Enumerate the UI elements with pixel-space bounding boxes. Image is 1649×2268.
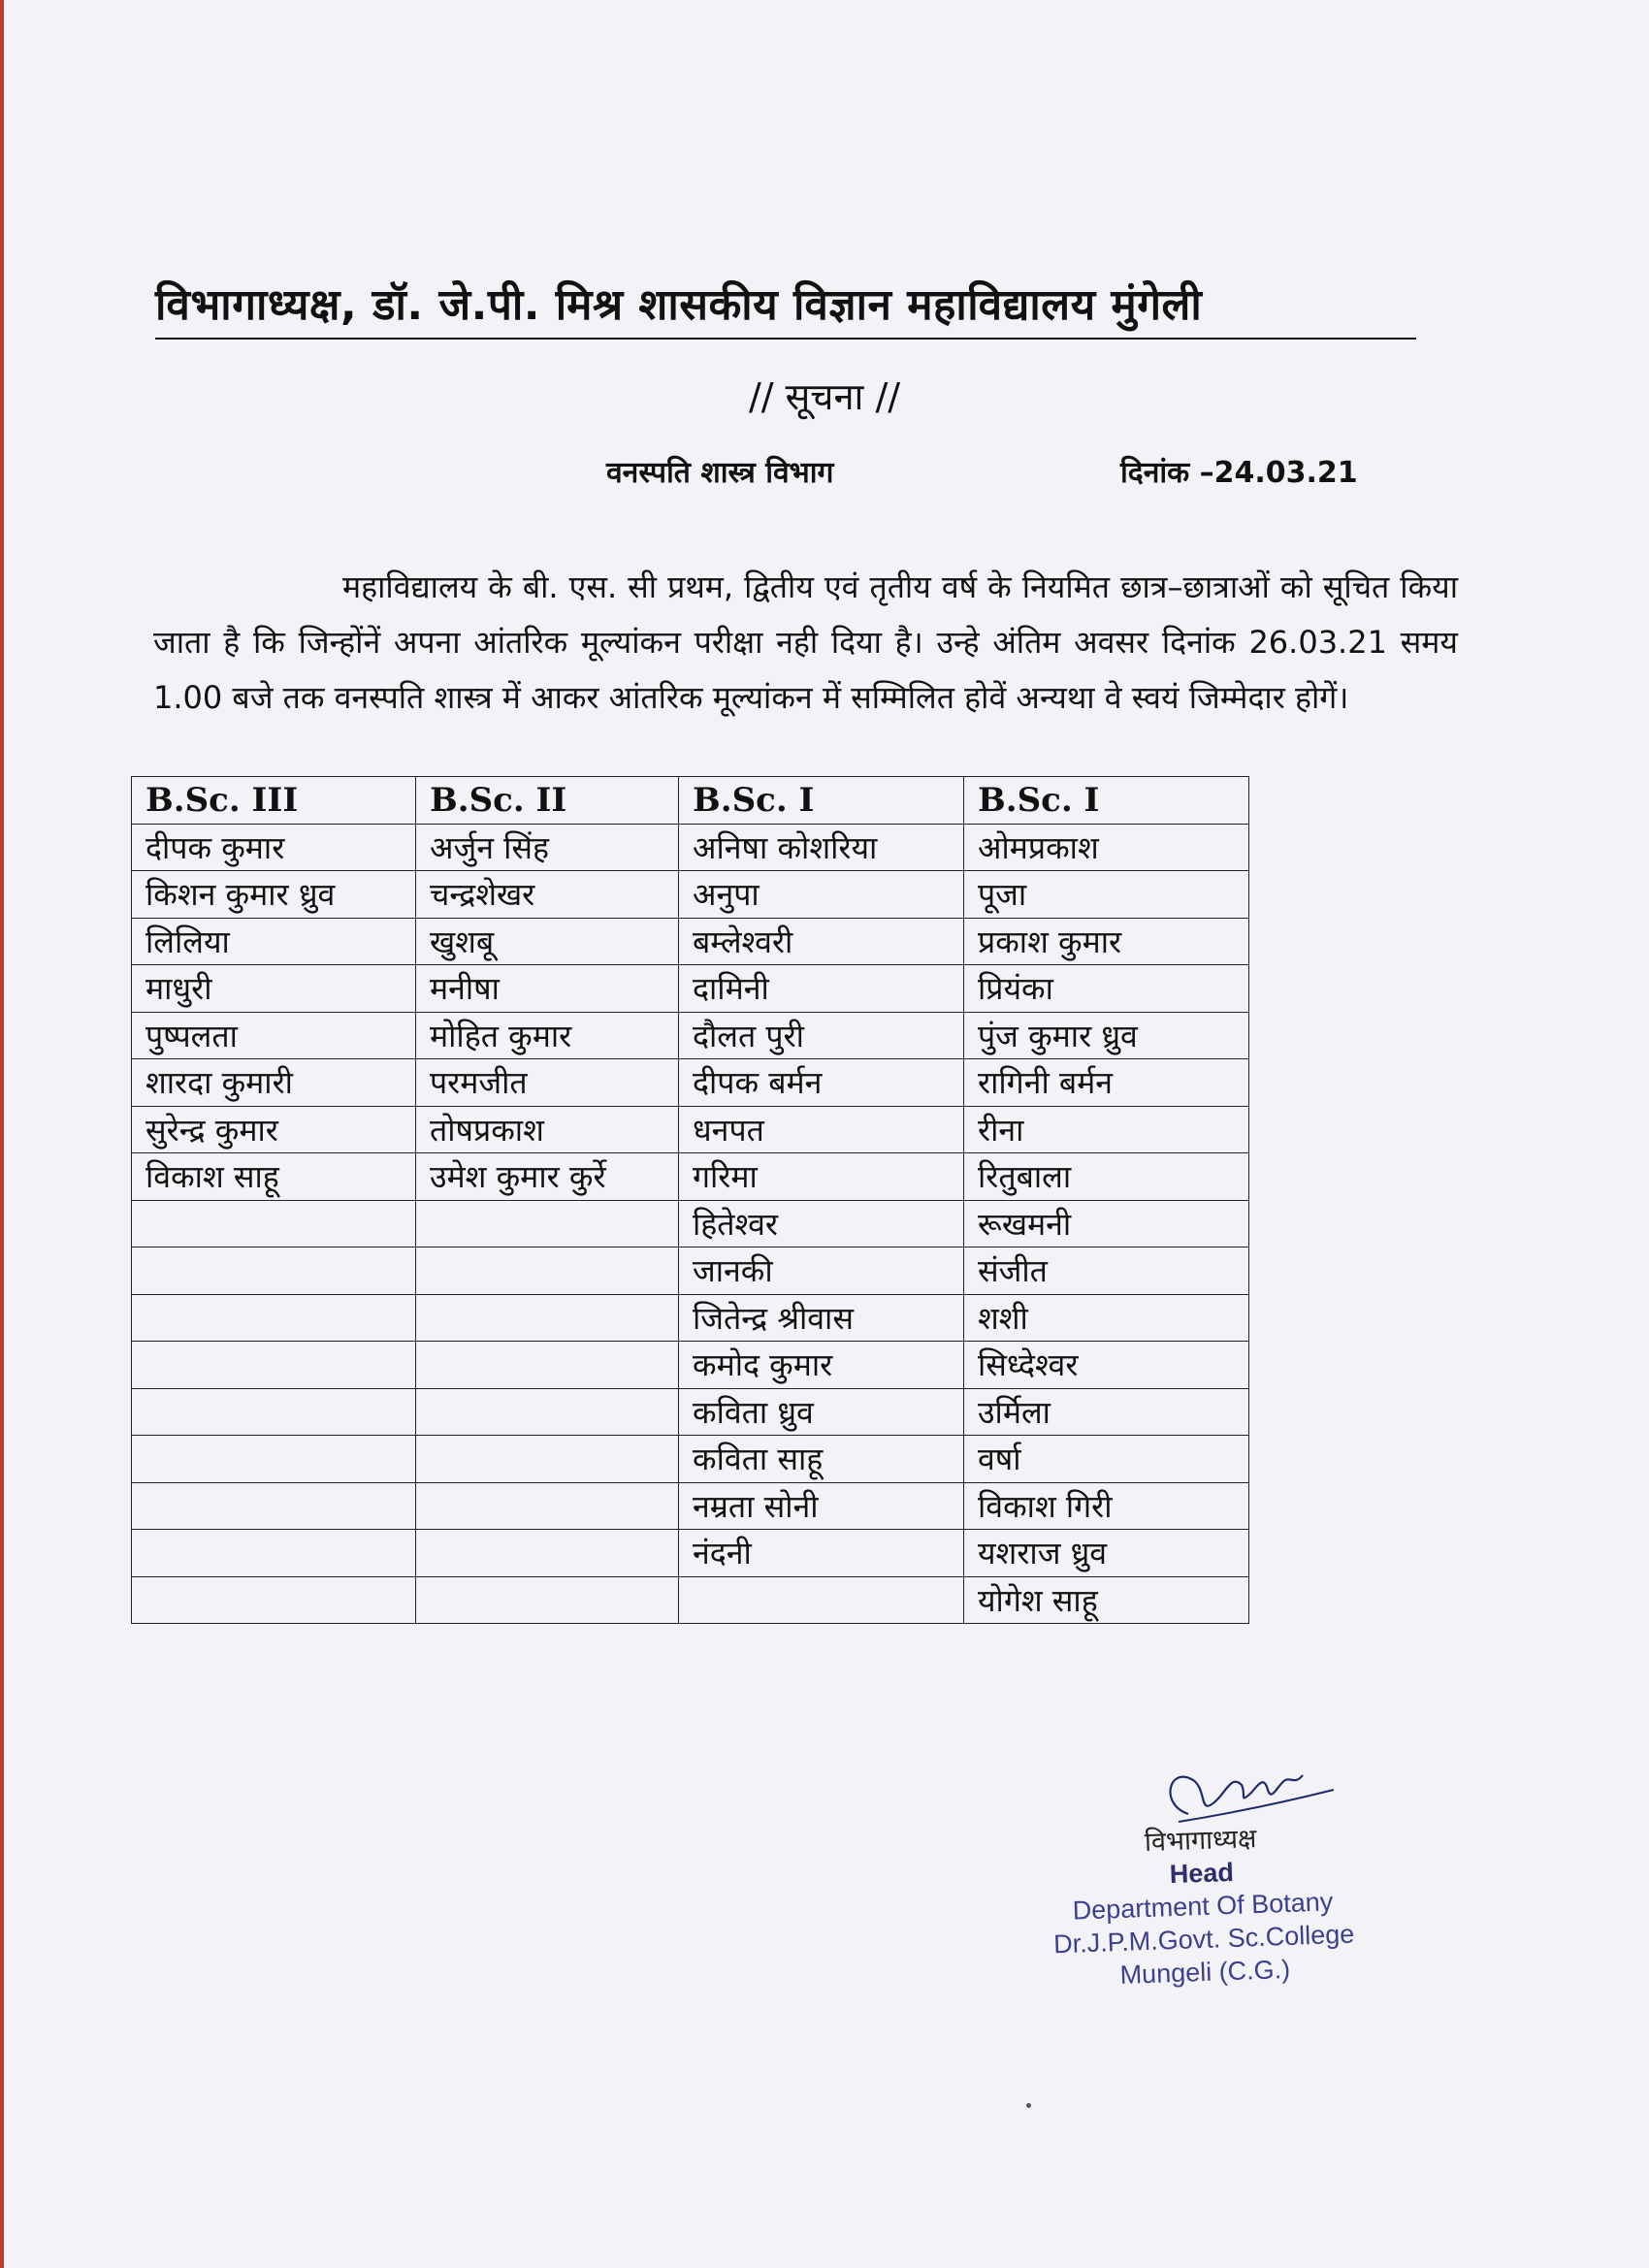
table-cell: गरिमा bbox=[679, 1153, 964, 1201]
table-row bbox=[132, 1059, 1249, 1107]
table-cell bbox=[132, 1388, 416, 1436]
table-cell bbox=[132, 1294, 416, 1342]
table-cell bbox=[132, 1482, 416, 1530]
table-cell: पुंज कुमार ध्रुव bbox=[964, 1012, 1249, 1059]
table-cell bbox=[132, 1576, 416, 1624]
table-row bbox=[132, 1576, 1249, 1624]
table-cell: रागिनी बर्मन bbox=[964, 1059, 1249, 1107]
table-cell bbox=[132, 1200, 416, 1247]
table-cell: संजीत bbox=[964, 1247, 1249, 1295]
table-cell: अनिषा कोशरिया bbox=[679, 824, 964, 871]
table-cell: माधुरी bbox=[132, 965, 416, 1013]
table-cell: विकाश गिरी bbox=[964, 1482, 1249, 1530]
table-cell: ओमप्रकाश bbox=[964, 824, 1249, 871]
table-cell: शशी bbox=[964, 1294, 1249, 1342]
table-cell: रीना bbox=[964, 1106, 1249, 1153]
table-cell bbox=[416, 1436, 679, 1483]
table-cell: दीपक कुमार bbox=[132, 824, 416, 871]
notice-date: दिनांक –24.03.21 bbox=[1120, 456, 1358, 490]
table-cell: रितुबाला bbox=[964, 1153, 1249, 1201]
table-row bbox=[132, 1247, 1249, 1295]
table-cell: लिलिया bbox=[132, 918, 416, 965]
table-cell: अर्जुन सिंह bbox=[416, 824, 679, 871]
table-cell bbox=[416, 1342, 679, 1389]
table-cell: धनपत bbox=[679, 1106, 964, 1153]
department-stamp bbox=[1025, 1818, 1380, 1994]
table-cell bbox=[416, 1388, 679, 1436]
table-cell: नम्रता सोनी bbox=[679, 1482, 964, 1530]
table-cell bbox=[132, 1436, 416, 1483]
stamp-head: Head bbox=[1169, 1857, 1235, 1890]
notice-paragraph: महाविद्यालय के बी. एस. सी प्रथम, द्वितीय एवं तृतीय वर्ष के नियमित छात्र–छात्राओं को सूचित किया जाता है कि जिन्होंनें अपना आंतरिक मूल्यांकन परीक्षा नही दिया है। उन्हे अंतिम अवसर दिनांक 26.03.21 समय 1.00 बजे तक वनस्पति शास्त्र में आकर आंतरिक मूल्यांकन में सम्मिलित होवें अन्यथा वे स्वयं जिम्मेदार होगें। bbox=[153, 568, 1458, 716]
table-cell: दौलत पुरी bbox=[679, 1012, 964, 1059]
table-cell: विकाश साहू bbox=[132, 1153, 416, 1201]
table-row bbox=[132, 1530, 1249, 1577]
student-table bbox=[131, 776, 1249, 1624]
table-cell: योगेश साहू bbox=[964, 1576, 1249, 1624]
table-cell bbox=[416, 1247, 679, 1295]
table-row bbox=[132, 1012, 1249, 1059]
table-row bbox=[132, 1106, 1249, 1153]
column-header-bsc-iii: B.Sc. III bbox=[132, 777, 416, 825]
column-header-bsc-i-b: B.Sc. I bbox=[964, 777, 1249, 825]
table-cell bbox=[416, 1200, 679, 1247]
table-body bbox=[132, 824, 1249, 1624]
table-row bbox=[132, 1153, 1249, 1201]
table-row bbox=[132, 1200, 1249, 1247]
table-row bbox=[132, 871, 1249, 919]
table-cell: अनुपा bbox=[679, 871, 964, 919]
table-row bbox=[132, 1482, 1249, 1530]
table-cell bbox=[416, 1294, 679, 1342]
column-header-bsc-ii: B.Sc. II bbox=[416, 777, 679, 825]
table-row bbox=[132, 824, 1249, 871]
table-cell bbox=[416, 1576, 679, 1624]
table-cell bbox=[416, 1482, 679, 1530]
department-label: वनस्पति शास्त्र विभाग bbox=[606, 456, 834, 490]
table-cell: मोहित कुमार bbox=[416, 1012, 679, 1059]
table-cell: किशन कुमार ध्रुव bbox=[132, 871, 416, 919]
stamp-line-college: Dr.J.P.M.Govt. Sc.College bbox=[1052, 1919, 1355, 1960]
table-cell: पूजा bbox=[964, 871, 1249, 919]
table-cell: कविता साहू bbox=[679, 1436, 964, 1483]
table-cell: प्रियंका bbox=[964, 965, 1249, 1013]
page-title: विभागाध्यक्ष, डॉ. जे.पी. मिश्र शासकीय विज्ञान महाविद्यालय मुंगेली bbox=[155, 274, 1416, 340]
table-cell: वर्षा bbox=[964, 1436, 1249, 1483]
table-cell: सुरेन्द्र कुमार bbox=[132, 1106, 416, 1153]
table-cell: जानकी bbox=[679, 1247, 964, 1295]
table-cell: बम्लेश्वरी bbox=[679, 918, 964, 965]
stamp-line-department: Department Of Botany bbox=[1072, 1887, 1334, 1926]
table-row bbox=[132, 965, 1249, 1013]
table-cell: उमेश कुमार कुर्रे bbox=[416, 1153, 679, 1201]
table-cell: पुष्पलता bbox=[132, 1012, 416, 1059]
stamp-line-location: Mungeli (C.G.) bbox=[1119, 1954, 1291, 1991]
table-cell: चन्द्रशेखर bbox=[416, 871, 679, 919]
table-cell bbox=[679, 1576, 964, 1624]
table-cell: परमजीत bbox=[416, 1059, 679, 1107]
table-row bbox=[132, 1294, 1249, 1342]
table-cell: प्रकाश कुमार bbox=[964, 918, 1249, 965]
table-cell: उर्मिला bbox=[964, 1388, 1249, 1436]
table-cell bbox=[416, 1530, 679, 1577]
table-cell: मनीषा bbox=[416, 965, 679, 1013]
table-row bbox=[132, 1388, 1249, 1436]
table-row bbox=[132, 918, 1249, 965]
table-header-row bbox=[132, 777, 1249, 825]
table-cell: शारदा कुमारी bbox=[132, 1059, 416, 1107]
table-row bbox=[132, 1436, 1249, 1483]
table-cell: दामिनी bbox=[679, 965, 964, 1013]
table-cell: दीपक बर्मन bbox=[679, 1059, 964, 1107]
table-cell: तोषप्रकाश bbox=[416, 1106, 679, 1153]
table-cell: कविता ध्रुव bbox=[679, 1388, 964, 1436]
stamp-hindi-title: विभागाध्यक्ष bbox=[1144, 1824, 1257, 1858]
table-cell bbox=[132, 1247, 416, 1295]
table-cell bbox=[132, 1342, 416, 1389]
table-row bbox=[132, 1342, 1249, 1389]
table-cell: यशराज ध्रुव bbox=[964, 1530, 1249, 1577]
notice-heading: // सूचना // bbox=[748, 375, 901, 418]
column-header-bsc-i-a: B.Sc. I bbox=[679, 777, 964, 825]
table-cell: खुशबू bbox=[416, 918, 679, 965]
table-cell bbox=[132, 1530, 416, 1577]
table-cell: नंदनी bbox=[679, 1530, 964, 1577]
page-edge bbox=[0, 0, 4, 2268]
table-cell: जितेन्द्र श्रीवास bbox=[679, 1294, 964, 1342]
table-cell: हितेश्वर bbox=[679, 1200, 964, 1247]
table-cell: सिध्देश्वर bbox=[964, 1342, 1249, 1389]
table-cell: कमोद कुमार bbox=[679, 1342, 964, 1389]
table-cell: रूखमनी bbox=[964, 1200, 1249, 1247]
page-mark bbox=[1026, 2103, 1031, 2108]
